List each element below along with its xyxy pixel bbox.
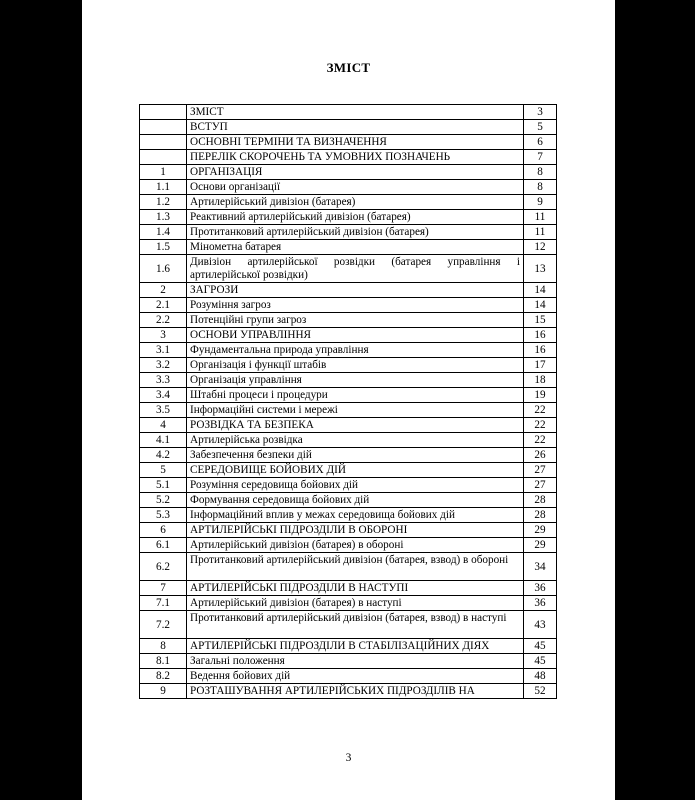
toc-section-title: Формування середовища бойових дій xyxy=(187,493,524,508)
toc-section-title: АРТИЛЕРІЙСЬКІ ПІДРОЗДІЛИ В ОБОРОНІ xyxy=(187,523,524,538)
toc-page-number: 52 xyxy=(524,684,557,699)
toc-section-title: ЗАГРОЗИ xyxy=(187,283,524,298)
toc-section-title: Артилерійська розвідка xyxy=(187,433,524,448)
toc-row xyxy=(140,373,557,388)
toc-row xyxy=(140,669,557,684)
toc-row xyxy=(140,654,557,669)
toc-page-number: 22 xyxy=(524,433,557,448)
toc-row xyxy=(140,210,557,225)
toc-section-number: 3.4 xyxy=(140,388,187,403)
toc-section-number xyxy=(140,135,187,150)
toc-page-number: 27 xyxy=(524,463,557,478)
toc-section-title: Потенційні групи загроз xyxy=(187,313,524,328)
toc-row xyxy=(140,448,557,463)
toc-row xyxy=(140,225,557,240)
toc-row xyxy=(140,418,557,433)
toc-page-number: 43 xyxy=(524,611,557,639)
toc-section-title: Інформаційний вплив у межах середовища бойових дій xyxy=(187,508,524,523)
toc-row xyxy=(140,120,557,135)
toc-section-title: Штабні процеси і процедури xyxy=(187,388,524,403)
toc-page-number: 48 xyxy=(524,669,557,684)
toc-section-title: ВСТУП xyxy=(187,120,524,135)
toc-page-number: 22 xyxy=(524,403,557,418)
toc-section-title: Протитанковий артилерійський дивізіон (батарея) xyxy=(187,225,524,240)
toc-section-title: Основи організації xyxy=(187,180,524,195)
toc-section-number: 9 xyxy=(140,684,187,699)
toc-row xyxy=(140,135,557,150)
toc-row xyxy=(140,328,557,343)
toc-page-number: 5 xyxy=(524,120,557,135)
toc-row xyxy=(140,553,557,581)
toc-section-number xyxy=(140,105,187,120)
toc-section-title: Артилерійський дивізіон (батарея) в наступі xyxy=(187,596,524,611)
toc-section-title: Артилерійський дивізіон (батарея) xyxy=(187,195,524,210)
toc-page-number: 28 xyxy=(524,508,557,523)
toc-section-number: 3.1 xyxy=(140,343,187,358)
toc-section-number: 6.1 xyxy=(140,538,187,553)
toc-section-title: Розуміння загроз xyxy=(187,298,524,313)
toc-row xyxy=(140,150,557,165)
toc-page-number: 19 xyxy=(524,388,557,403)
toc-page-number: 36 xyxy=(524,596,557,611)
table-of-contents xyxy=(139,104,557,699)
toc-row xyxy=(140,180,557,195)
toc-section-number: 4 xyxy=(140,418,187,433)
page-number: 3 xyxy=(345,752,352,764)
toc-section-title: Протитанковий артилерійський дивізіон (батарея, взвод) в наступі xyxy=(187,611,524,639)
toc-section-number: 8 xyxy=(140,639,187,654)
toc-section-number: 8.1 xyxy=(140,654,187,669)
toc-section-number: 2 xyxy=(140,283,187,298)
toc-section-title: Фундаментальна природа управління xyxy=(187,343,524,358)
toc-page-number: 15 xyxy=(524,313,557,328)
toc-page-number: 45 xyxy=(524,654,557,669)
toc-row xyxy=(140,358,557,373)
toc-page-number: 17 xyxy=(524,358,557,373)
toc-section-title: Загальні положення xyxy=(187,654,524,669)
toc-section-title: ЗМІСТ xyxy=(187,105,524,120)
toc-section-title: ОСНОВНІ ТЕРМІНИ ТА ВИЗНАЧЕННЯ xyxy=(187,135,524,150)
toc-section-title: Організація управління xyxy=(187,373,524,388)
toc-row xyxy=(140,463,557,478)
toc-section-title: Мінометна батарея xyxy=(187,240,524,255)
toc-row xyxy=(140,596,557,611)
toc-section-number: 1.6 xyxy=(140,255,187,283)
toc-section-number: 5 xyxy=(140,463,187,478)
toc-section-number: 1 xyxy=(140,165,187,180)
toc-section-number: 1.4 xyxy=(140,225,187,240)
toc-page-number: 9 xyxy=(524,195,557,210)
toc-section-number: 3.5 xyxy=(140,403,187,418)
toc-section-number: 8.2 xyxy=(140,669,187,684)
toc-section-title: Дивізіон артилерійської розвідки (батарея управління і артилерійської розвідки) xyxy=(187,255,524,283)
toc-section-number: 1.1 xyxy=(140,180,187,195)
toc-section-title: РОЗТАШУВАННЯ АРТИЛЕРІЙСЬКИХ ПІДРОЗДІЛІВ НА xyxy=(187,684,524,699)
toc-page-number: 45 xyxy=(524,639,557,654)
toc-row xyxy=(140,639,557,654)
toc-section-title: Організація і функції штабів xyxy=(187,358,524,373)
toc-page-number: 34 xyxy=(524,553,557,581)
toc-section-number: 3.2 xyxy=(140,358,187,373)
toc-section-number: 7.2 xyxy=(140,611,187,639)
toc-section-title: ОРГАНІЗАЦІЯ xyxy=(187,165,524,180)
toc-row xyxy=(140,433,557,448)
toc-section-number: 4.1 xyxy=(140,433,187,448)
toc-row xyxy=(140,611,557,639)
toc-page-number: 8 xyxy=(524,180,557,195)
toc-section-title: ОСНОВИ УПРАВЛІННЯ xyxy=(187,328,524,343)
toc-row xyxy=(140,313,557,328)
toc-section-number: 7.1 xyxy=(140,596,187,611)
toc-section-number: 1.3 xyxy=(140,210,187,225)
toc-row xyxy=(140,538,557,553)
toc-section-title: Інформаційні системи і мережі xyxy=(187,403,524,418)
toc-page-number: 14 xyxy=(524,283,557,298)
toc-section-number: 5.2 xyxy=(140,493,187,508)
toc-row xyxy=(140,388,557,403)
toc-section-title: Реактивний артилерійський дивізіон (батарея) xyxy=(187,210,524,225)
toc-row xyxy=(140,684,557,699)
toc-section-number: 5.3 xyxy=(140,508,187,523)
toc-section-number: 3 xyxy=(140,328,187,343)
toc-section-title: АРТИЛЕРІЙСЬКІ ПІДРОЗДІЛИ В СТАБІЛІЗАЦІЙНИХ ДІЯХ xyxy=(187,639,524,654)
toc-section-number: 2.1 xyxy=(140,298,187,313)
toc-page-number: 27 xyxy=(524,478,557,493)
toc-section-title: Протитанковий артилерійський дивізіон (батарея, взвод) в обороні xyxy=(187,553,524,581)
toc-row xyxy=(140,523,557,538)
toc-section-number: 2.2 xyxy=(140,313,187,328)
toc-section-title: РОЗВІДКА ТА БЕЗПЕКА xyxy=(187,418,524,433)
page-title: ЗМІСТ xyxy=(326,60,371,75)
toc-section-number: 1.2 xyxy=(140,195,187,210)
toc-row xyxy=(140,478,557,493)
toc-section-title: Артилерійський дивізіон (батарея) в обороні xyxy=(187,538,524,553)
document-page xyxy=(82,0,615,800)
toc-page-number: 36 xyxy=(524,581,557,596)
toc-page-number: 11 xyxy=(524,210,557,225)
toc-section-title: Ведення бойових дій xyxy=(187,669,524,684)
toc-row xyxy=(140,195,557,210)
toc-row xyxy=(140,581,557,596)
toc-page-number: 29 xyxy=(524,538,557,553)
toc-page-number: 14 xyxy=(524,298,557,313)
toc-section-number xyxy=(140,120,187,135)
toc-row xyxy=(140,165,557,180)
toc-row xyxy=(140,255,557,283)
toc-page-number: 18 xyxy=(524,373,557,388)
toc-section-number: 6 xyxy=(140,523,187,538)
toc-page-number: 29 xyxy=(524,523,557,538)
toc-section-title: Розуміння середовища бойових дій xyxy=(187,478,524,493)
toc-section-number xyxy=(140,150,187,165)
toc-section-title: АРТИЛЕРІЙСЬКІ ПІДРОЗДІЛИ В НАСТУПІ xyxy=(187,581,524,596)
toc-page-number: 11 xyxy=(524,225,557,240)
toc-section-title: ПЕРЕЛІК СКОРОЧЕНЬ ТА УМОВНИХ ПОЗНАЧЕНЬ xyxy=(187,150,524,165)
toc-page-number: 16 xyxy=(524,328,557,343)
toc-section-title: Забезпечення безпеки дій xyxy=(187,448,524,463)
toc-page-number: 12 xyxy=(524,240,557,255)
toc-page-number: 28 xyxy=(524,493,557,508)
toc-section-number: 1.5 xyxy=(140,240,187,255)
toc-section-number: 4.2 xyxy=(140,448,187,463)
toc-row xyxy=(140,240,557,255)
toc-section-number: 7 xyxy=(140,581,187,596)
toc-page-number: 8 xyxy=(524,165,557,180)
toc-page-number: 22 xyxy=(524,418,557,433)
toc-page-number: 26 xyxy=(524,448,557,463)
toc-page-number: 6 xyxy=(524,135,557,150)
toc-page-number: 3 xyxy=(524,105,557,120)
toc-section-number: 3.3 xyxy=(140,373,187,388)
toc-section-number: 6.2 xyxy=(140,553,187,581)
toc-page-number: 7 xyxy=(524,150,557,165)
toc-row xyxy=(140,508,557,523)
toc-row xyxy=(140,493,557,508)
toc-page-number: 13 xyxy=(524,255,557,283)
toc-page-number: 16 xyxy=(524,343,557,358)
toc-row xyxy=(140,283,557,298)
toc-row xyxy=(140,105,557,120)
toc-row xyxy=(140,298,557,313)
toc-row xyxy=(140,403,557,418)
toc-section-title: СЕРЕДОВИЩЕ БОЙОВИХ ДІЙ xyxy=(187,463,524,478)
toc-section-number: 5.1 xyxy=(140,478,187,493)
toc-row xyxy=(140,343,557,358)
